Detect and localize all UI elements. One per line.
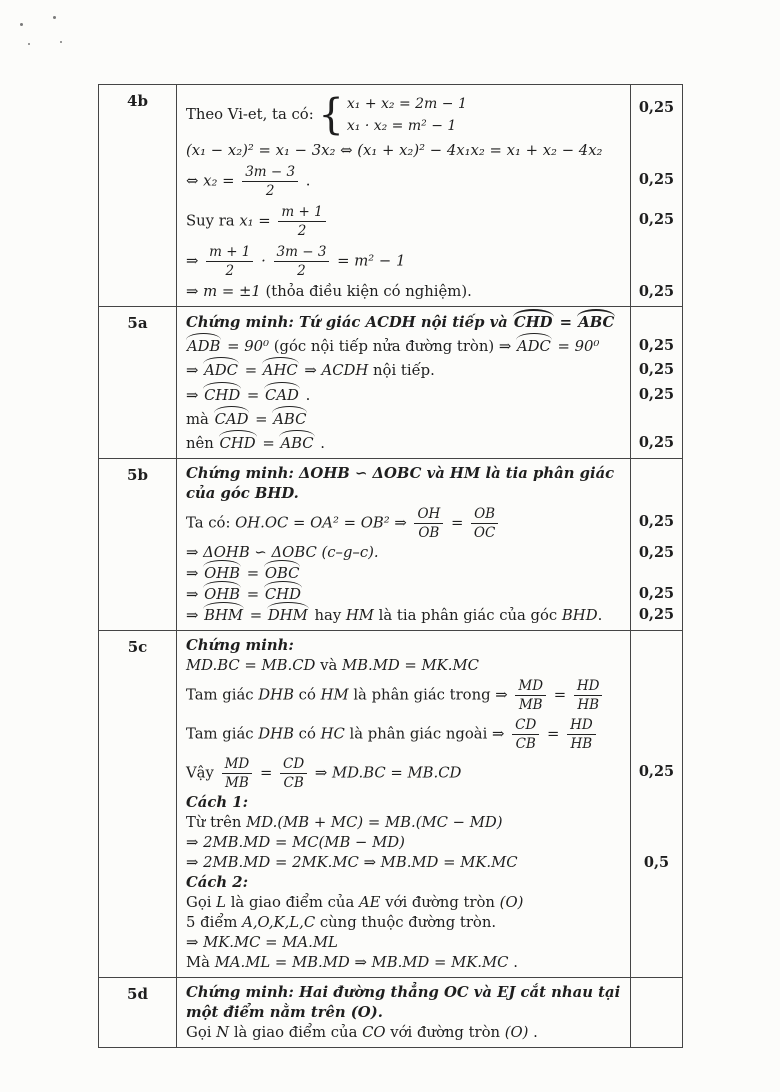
math-segment: ⇒ — [186, 362, 204, 380]
fraction — [469, 506, 500, 541]
fraction-denominator: OB — [418, 525, 440, 541]
score-value: 0,25 — [638, 606, 675, 623]
solution-line — [186, 385, 624, 406]
math-segment: = m² − 1 — [332, 252, 406, 270]
problem-id: 5b — [99, 459, 177, 630]
solution-line — [186, 584, 624, 605]
text-segment: . — [300, 386, 311, 404]
answer-row-5c — [99, 631, 682, 978]
fraction — [412, 506, 445, 541]
fraction-numerator: OB — [471, 506, 498, 524]
score-value: 0,5 — [643, 854, 670, 871]
solution-line — [186, 873, 624, 893]
fraction-numerator: m + 1 — [206, 244, 253, 262]
text-segment: Theo Vi-et, ta có: — [186, 106, 319, 123]
problem-id: 4b — [99, 85, 177, 306]
math-segment: DHB — [258, 686, 294, 704]
math-segment: = — [239, 362, 262, 380]
fraction-denominator: CB — [283, 775, 304, 791]
solution-line — [186, 813, 624, 833]
math-segment: ⇒ — [186, 386, 204, 404]
text-segment: . — [508, 954, 518, 971]
fraction-denominator: HB — [577, 697, 600, 713]
fraction-numerator: OH — [414, 506, 443, 524]
solution-line — [186, 853, 624, 873]
title-segment: = — [554, 314, 578, 331]
left-brace-icon: { — [318, 90, 344, 140]
solution-line — [186, 282, 624, 302]
math-segment: MA.ML = MB.MD ⇒ MB.MD = MK.MC — [214, 954, 509, 971]
math-segment: · — [256, 252, 271, 270]
text-segment: (góc nội tiếp nửa đường tròn) — [273, 338, 499, 356]
problem-id: 5d — [99, 978, 177, 1047]
math-segment: CO — [362, 1024, 386, 1041]
math-segment: L — [216, 894, 226, 911]
solution-line — [186, 464, 624, 504]
solution-content — [177, 307, 631, 458]
fraction-numerator: CD — [512, 717, 539, 735]
score-value: 0,25 — [638, 99, 675, 116]
math-segment: ⇒ — [186, 565, 204, 582]
solution-line — [186, 833, 624, 853]
fraction-numerator: 3m − 3 — [242, 164, 298, 182]
angle-hat: CAD — [214, 410, 249, 428]
math-segment: BHD — [561, 607, 598, 624]
score-column — [631, 459, 682, 630]
score-value: 0,25 — [638, 386, 675, 403]
math-segment: = 90⁰ — [222, 338, 274, 356]
score-value: 0,25 — [638, 434, 675, 451]
solution-line — [186, 933, 624, 953]
text-segment: Từ trên — [186, 814, 247, 831]
math-segment: = — [257, 434, 280, 452]
score-column — [631, 85, 682, 306]
text-segment: là giao điểm của — [226, 894, 359, 911]
score-value: 0,25 — [638, 283, 675, 300]
solution-line — [186, 793, 624, 813]
text-segment: hay — [309, 607, 346, 624]
fraction — [272, 244, 332, 279]
fraction-denominator: 2 — [265, 183, 275, 199]
text-segment: . — [597, 607, 603, 624]
score-value: 0,25 — [638, 171, 675, 188]
fraction — [278, 756, 309, 791]
text-segment: Ta có: — [186, 514, 236, 532]
text-segment: 5 điểm — [186, 914, 243, 931]
title-segment: Cách 2: — [186, 874, 249, 891]
math-segment: AE — [358, 894, 381, 911]
angle-hat: ABC — [273, 410, 307, 428]
angle-hat: ADC — [516, 338, 551, 356]
score-column — [631, 978, 682, 1047]
ink-speck — [28, 43, 30, 45]
solution-line — [186, 543, 624, 563]
solution-line — [186, 715, 624, 754]
system-line: x₁ · x₂ = m² − 1 — [346, 118, 457, 134]
angle-hat: OHB — [204, 565, 241, 582]
text-segment: là giao điểm của — [229, 1024, 363, 1041]
angle-hat: CHD — [513, 314, 553, 331]
fraction-denominator: MB — [518, 697, 543, 713]
score-value: 0,25 — [638, 544, 675, 561]
math-segment: = 90⁰ — [552, 338, 600, 356]
math-segment: ⇒ — [186, 252, 204, 270]
fraction-numerator: MD — [222, 756, 253, 774]
title-segment: Chứng minh: ΔOHB ∽ ΔOBC và HM là tia phân giác của góc BHD. — [186, 465, 615, 502]
title-segment: Chứng minh: Tứ giác ACDH nội tiếp và — [186, 314, 513, 331]
text-segment: là phân giác ngoài — [344, 725, 492, 743]
fraction — [513, 678, 548, 713]
fraction-denominator: CB — [515, 736, 536, 752]
text-segment: Mà — [186, 954, 215, 971]
text-segment: cùng thuộc đường tròn. — [315, 914, 497, 931]
fraction — [565, 717, 598, 752]
answer-row-5d — [99, 978, 682, 1047]
text-segment: Tam giác — [186, 686, 259, 704]
solution-line — [186, 504, 624, 543]
solution-line — [186, 433, 624, 454]
fraction-numerator: HD — [567, 717, 596, 735]
fraction — [220, 756, 255, 791]
math-segment: A,O,K,L,C — [242, 914, 316, 931]
math-segment: = — [245, 607, 267, 624]
text-segment: . — [301, 172, 311, 190]
title-segment: Chứng minh: Hai đường thẳng OC và EJ cắt nhau tại một điểm nằm trên (O). — [186, 984, 621, 1021]
solution-line — [186, 913, 624, 933]
text-segment: với đường tròn — [380, 894, 500, 911]
angle-hat: ABC — [578, 314, 615, 331]
math-segment: (O) — [504, 1024, 529, 1041]
solution-line — [186, 983, 624, 1023]
score-value: 0,25 — [638, 211, 675, 228]
math-segment: OH.OC = OA² = OB² ⇒ — [235, 514, 412, 532]
solution-line — [186, 676, 624, 715]
math-segment: ⇔ x₂ = — [186, 172, 240, 190]
math-segment: = — [242, 565, 264, 582]
math-segment: ⇒ MK.MC = MA.ML — [186, 934, 338, 951]
math-segment: ⇒ 2MB.MD = 2MK.MC ⇒ MB.MD = MK.MC — [186, 854, 518, 871]
text-segment: Vậy — [186, 764, 219, 782]
math-segment: (x₁ − x₂)² = x₁ − 3x₂ ⇔ (x₁ + x₂)² − 4x₁x₂ = x₁ + x₂ − 4x₂ — [186, 142, 603, 159]
fraction-denominator: 2 — [225, 263, 235, 279]
score-column — [631, 307, 682, 458]
solution-line — [186, 1023, 624, 1043]
answer-row-5b — [99, 459, 682, 631]
solution-line — [186, 202, 624, 241]
title-segment: Cách 1: — [186, 794, 249, 811]
ink-speck — [53, 16, 56, 19]
math-segment: ⇒ 2MB.MD = MC(MB − MD) — [186, 834, 405, 851]
text-segment: Tam giác — [186, 725, 259, 743]
system-lines — [347, 93, 467, 137]
angle-hat: ADC — [204, 362, 238, 380]
math-segment: N — [216, 1024, 230, 1041]
fraction-denominator: 2 — [297, 223, 307, 239]
solution-line — [186, 336, 624, 357]
fraction-numerator: HD — [574, 678, 603, 696]
math-segment: ⇒ m = ±1 — [186, 283, 266, 300]
text-segment: có — [293, 725, 321, 743]
math-segment: ⇒ ACDH — [299, 362, 374, 380]
text-segment: mà — [186, 410, 214, 428]
math-segment: = — [542, 725, 565, 743]
score-value: 0,25 — [638, 763, 675, 780]
math-segment: (O) — [499, 894, 524, 911]
solution-content — [177, 459, 631, 630]
title-segment: Chứng minh: — [186, 637, 294, 654]
solution-content — [177, 978, 631, 1047]
angle-hat: CHD — [204, 386, 241, 404]
angle-hat: BHM — [204, 607, 244, 624]
solution-line — [186, 893, 624, 913]
fraction-denominator: 2 — [297, 263, 306, 279]
fraction-denominator: OC — [473, 525, 496, 541]
angle-hat: CHD — [219, 434, 256, 452]
fraction — [276, 204, 327, 239]
ink-speck — [60, 41, 62, 43]
math-segment: MB.MD = MK.MC — [341, 657, 479, 674]
solution-line — [186, 141, 624, 161]
solution-line — [186, 656, 624, 676]
text-segment: Gọi — [186, 894, 217, 911]
solution-line — [186, 409, 624, 430]
text-segment: nội tiếp. — [373, 362, 435, 380]
fraction — [572, 678, 605, 713]
math-segment: = — [549, 686, 571, 704]
math-segment: ⇒ MD.BC = MB.CD — [310, 764, 462, 782]
math-segment: MD.BC = MB.CD — [186, 657, 321, 674]
ink-speck — [20, 23, 23, 26]
score-value: 0,25 — [638, 337, 675, 354]
text-segment: . — [528, 1024, 538, 1041]
math-segment: ⇒ — [498, 338, 516, 356]
math-segment: x₁ = — [239, 212, 276, 230]
answer-row-5a — [99, 307, 682, 459]
solution-content — [177, 631, 631, 977]
system-line: x₁ + x₂ = 2m − 1 — [346, 96, 467, 112]
text-segment: Suy ra — [186, 212, 240, 230]
score-column — [631, 631, 682, 977]
math-segment: ⇒ — [186, 607, 204, 624]
equation-system — [318, 92, 466, 138]
problem-id: 5c — [99, 631, 177, 977]
text-segment: nên — [186, 434, 219, 452]
angle-hat: CHD — [264, 586, 301, 603]
solution-line — [186, 953, 624, 973]
math-segment: = — [255, 764, 278, 782]
fraction-numerator: CD — [280, 756, 307, 774]
fraction-numerator: 3m − 3 — [274, 244, 330, 262]
fraction — [240, 164, 300, 199]
math-segment: HM — [320, 686, 349, 704]
text-segment: Gọi — [186, 1024, 217, 1041]
answer-table — [98, 84, 683, 1048]
math-segment: ⇒ — [492, 725, 510, 743]
score-value: 0,25 — [638, 361, 675, 378]
solution-line — [186, 360, 624, 381]
math-segment: MD.(MB + MC) = MB.(MC − MD) — [246, 814, 503, 831]
fraction-denominator: MB — [225, 775, 249, 791]
fraction — [204, 244, 255, 279]
math-segment: = — [446, 514, 469, 532]
angle-hat: OHB — [204, 586, 241, 603]
solution-content — [177, 85, 631, 306]
math-segment: = — [242, 586, 264, 603]
solution-line — [186, 605, 624, 626]
math-segment: ⇒ — [186, 586, 204, 603]
angle-hat: CAD — [265, 386, 299, 404]
solution-line — [186, 90, 624, 140]
text-segment: và — [320, 657, 342, 674]
solution-line — [186, 754, 624, 793]
math-segment: ⇒ ΔOHB ∽ ΔOBC (c–g–c). — [186, 544, 379, 561]
fraction-numerator: MD — [515, 678, 546, 696]
math-segment: HM — [345, 607, 374, 624]
angle-hat: ABC — [280, 434, 314, 452]
score-value: 0,25 — [638, 513, 675, 530]
math-segment: DHB — [258, 725, 294, 743]
answer-row-4b — [99, 85, 682, 307]
problem-id: 5a — [99, 307, 177, 458]
math-segment: HC — [320, 725, 345, 743]
text-segment: (thỏa điều kiện có nghiệm). — [265, 283, 472, 300]
fraction-numerator: m + 1 — [278, 204, 325, 222]
text-segment: là tia phân giác của góc — [373, 607, 562, 624]
math-segment: = — [242, 386, 265, 404]
fraction-denominator: HB — [570, 736, 593, 752]
angle-hat: AHC — [262, 362, 298, 380]
solution-line — [186, 312, 624, 333]
text-segment: là phân giác trong — [348, 686, 496, 704]
angle-hat: ADB — [187, 338, 221, 356]
solution-line — [186, 162, 624, 201]
solution-line — [186, 242, 624, 281]
solution-line — [186, 563, 624, 584]
fraction — [510, 717, 541, 752]
angle-hat: DHM — [267, 607, 308, 624]
solution-line — [186, 636, 624, 656]
text-segment: với đường tròn — [385, 1024, 505, 1041]
score-value: 0,25 — [638, 585, 675, 602]
text-segment: . — [315, 434, 326, 452]
text-segment: có — [293, 686, 321, 704]
angle-hat: OBC — [264, 565, 300, 582]
math-segment: ⇒ — [495, 686, 513, 704]
math-segment: = — [250, 410, 273, 428]
